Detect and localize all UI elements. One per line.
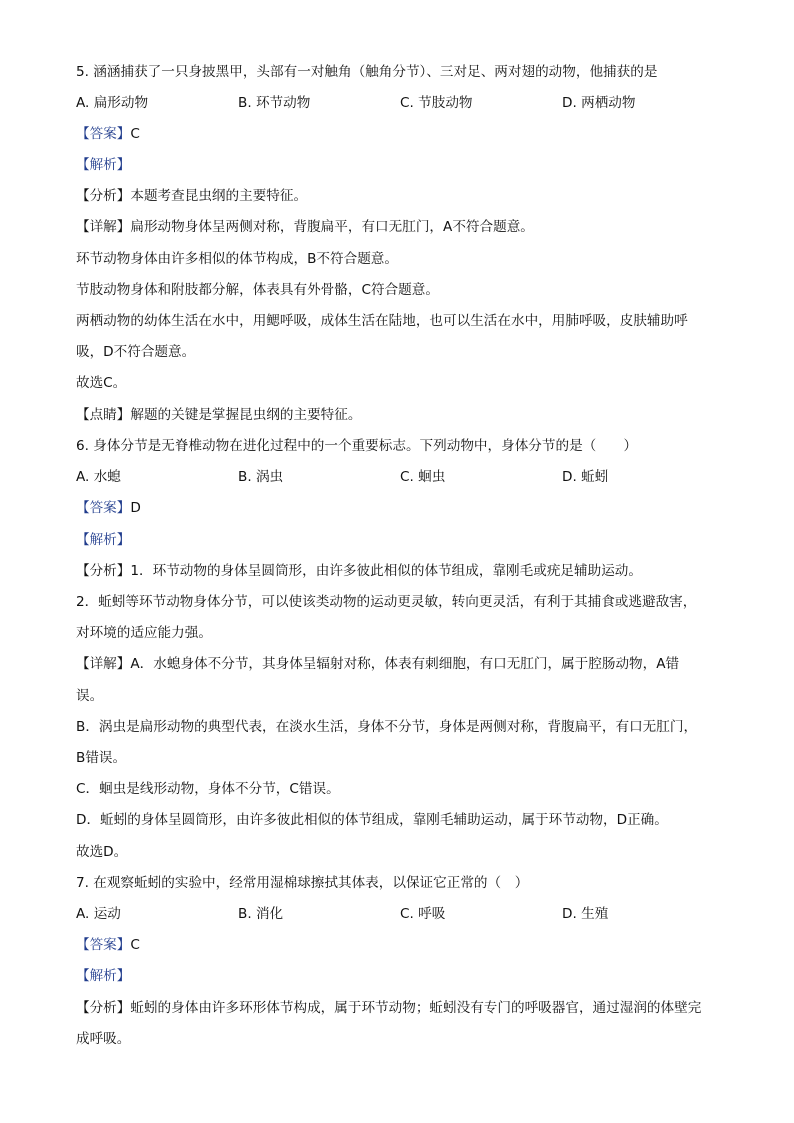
option-b: B. 环节动物 (238, 95, 311, 111)
option-d: D. 生殖 (562, 906, 609, 922)
option-a: A. 运动 (76, 906, 121, 922)
question-6-options (76, 467, 716, 487)
explanation-line: 对环境的适应能力强。 (76, 625, 212, 641)
answer-line (76, 498, 141, 518)
explanation-line: 2．蚯蚓等环节动物身体分节，可以使该类动物的运动更灵敏，转向更灵活，有利于其捕食或逃避敌害， (76, 594, 697, 610)
answer-tag: 【答案】 (76, 500, 131, 516)
option-c: C. 蛔虫 (400, 469, 446, 485)
explanation-line: B．涡虫是扁形动物的典型代表，在淡水生活，身体不分节，身体是两侧对称，背腹扁平，有口无肛门， (76, 719, 698, 735)
explanation-line: B错误。 (76, 750, 127, 766)
answer-tag: 【答案】 (76, 937, 131, 953)
xiangjie-line: 【详解】A．水螅身体不分节，其身体呈辐射对称，体表有刺细胞，有口无肛门，属于腔肠动物，A错 (76, 656, 680, 672)
option-a: A. 水螅 (76, 469, 121, 485)
conclusion-line: 故选D。 (76, 844, 128, 860)
explanation-line: C．蛔虫是线形动物，身体不分节，C错误。 (76, 781, 340, 797)
option-a: A. 扁形动物 (76, 95, 149, 111)
explanation-line: 误。 (76, 688, 104, 704)
answer-line (76, 935, 140, 955)
option-b: B. 消化 (238, 906, 284, 922)
option-b: B. 涡虫 (238, 469, 284, 485)
xiangjie-line: 【详解】扁形动物身体呈两侧对称，背腹扁平，有口无肛门，A不符合题意。 (76, 219, 534, 235)
answer-value: C (130, 126, 140, 142)
option-d: D. 两栖动物 (562, 95, 636, 111)
question-7-stem: 7. 在观察蚯蚓的实验中，经常用湿棉球擦拭其体表，以保证它正常的（ ） (76, 875, 529, 891)
option-d: D. 蚯蚓 (562, 469, 609, 485)
dianjing-line: 【点睛】解题的关键是掌握昆虫纲的主要特征。 (76, 407, 362, 423)
fenxi-line: 【分析】本题考查昆虫纲的主要特征。 (76, 188, 308, 204)
explanation-line: 环节动物身体由许多相似的体节构成，B不符合题意。 (76, 251, 398, 267)
analysis-heading: 【解析】 (76, 968, 131, 984)
explanation-line: 吸，D不符合题意。 (76, 344, 196, 360)
question-6-stem: 6. 身体分节是无脊椎动物在进化过程中的一个重要标志。下列动物中，身体分节的是（ ） (76, 438, 638, 454)
explanation-line: D．蚯蚓的身体呈圆筒形，由许多彼此相似的体节组成，靠刚毛辅助运动，属于环节动物，D正确。 (76, 812, 668, 828)
answer-value: C (130, 937, 140, 953)
answer-tag: 【答案】 (76, 126, 131, 142)
question-5-stem: 5. 涵涵捕获了一只身披黑甲，头部有一对触角（触角分节）、三对足、两对翅的动物，他捕获的是 (76, 64, 658, 80)
option-c: C. 节肢动物 (400, 95, 473, 111)
answer-line (76, 124, 140, 144)
analysis-heading: 【解析】 (76, 532, 131, 548)
explanation-line: 节肢动物身体和附肢都分解，体表具有外骨骼，C符合题意。 (76, 282, 439, 298)
fenxi-line: 【分析】蚯蚓的身体由许多环形体节构成，属于环节动物；蚯蚓没有专门的呼吸器官，通过湿润的体壁完 (76, 1000, 702, 1016)
question-7-options (76, 904, 716, 924)
analysis-heading: 【解析】 (76, 157, 131, 173)
question-5-options (76, 93, 716, 113)
answer-value: D (130, 500, 141, 516)
conclusion-line: 故选C。 (76, 375, 127, 391)
fenxi-line: 【分析】1．环节动物的身体呈圆筒形，由许多彼此相似的体节组成，靠刚毛或疣足辅助运动。 (76, 563, 642, 579)
explanation-line: 两栖动物的幼体生活在水中，用鳃呼吸，成体生活在陆地，也可以生活在水中，用肺呼吸，皮肤辅助呼 (76, 313, 688, 329)
explanation-line: 成呼吸。 (76, 1031, 131, 1047)
option-c: C. 呼吸 (400, 906, 446, 922)
